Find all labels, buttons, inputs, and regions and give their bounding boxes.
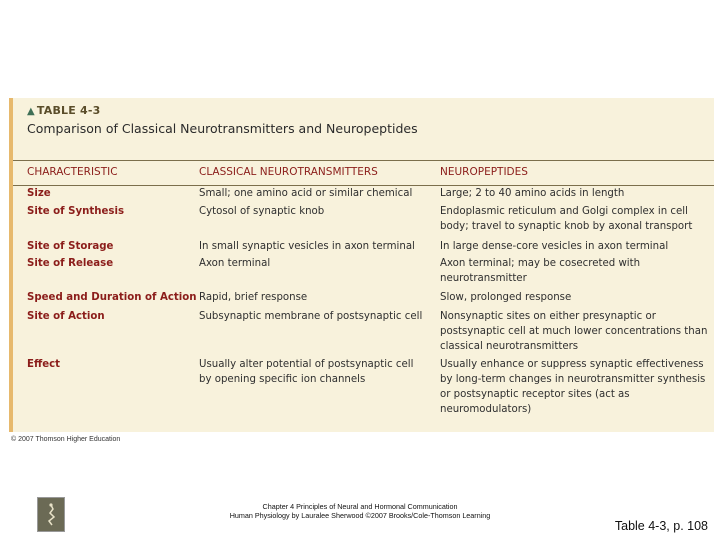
row-classical: Subsynaptic membrane of postsynaptic cell [199,311,423,322]
row-neuropeptides: Nonsynaptic sites on either presynaptic or postsynaptic cell at much lower concentrations than classical neurotransmitters [440,311,708,352]
row-characteristic: Effect [27,359,61,370]
table-row [13,239,714,256]
column-headers [13,160,714,186]
row-characteristic: Size [27,188,51,199]
slide-footer [200,502,520,520]
footer-chapter: Chapter 4 Principles of Neural and Hormonal Communication [262,502,458,511]
triangle-icon: ▲ [27,106,35,117]
page-reference: Table 4-3, p. 108 [614,519,708,533]
table-row [13,204,714,239]
figure-icon [41,502,61,528]
row-classical: Small; one amino acid or similar chemical [199,188,413,199]
row-neuropeptides: Endoplasmic reticulum and Golgi complex in cell body; travel to synaptic knob by axonal transport [440,206,693,232]
table-label: ▲ TABLE 4-3 [27,104,101,117]
row-neuropeptides: Usually enhance or suppress synaptic effectiveness by long-term changes in neurotransmitter synthesis or postsynaptic receptor sites (act as neuromodulators) [440,359,706,415]
row-characteristic: Site of Release [27,258,114,269]
row-classical: Usually alter potential of postsynaptic cell by opening specific ion channels [199,359,414,385]
row-neuropeptides: Axon terminal; may be cosecreted with neurotransmitter [440,258,641,284]
row-classical: In small synaptic vesicles in axon terminal [199,241,415,252]
table-header [27,104,418,136]
copyright-credit: © 2007 Thomson Higher Education [11,436,121,443]
row-classical: Rapid, brief response [199,292,308,303]
table-row [13,357,714,417]
row-neuropeptides: Large; 2 to 40 amino acids in length [440,188,625,199]
row-classical: Axon terminal [199,258,271,269]
row-classical: Cytosol of synaptic knob [199,206,325,217]
row-neuropeptides: In large dense-core vesicles in axon terminal [440,241,669,252]
table-row [13,256,714,290]
row-neuropeptides: Slow, prolonged response [440,292,572,303]
footer-book: Human Physiology by Lauralee Sherwood ©2007 Brooks/Cole-Thomson Learning [229,511,491,520]
row-characteristic: Site of Synthesis [27,206,125,217]
table-title: Comparison of Classical Neurotransmitters and Neuropeptides [27,121,418,136]
table-body [13,186,714,417]
table-panel [9,98,714,432]
column-header-classical: CLASSICAL NEUROTRANSMITTERS [199,166,378,178]
book-cover-logo [37,497,65,532]
table-row [13,290,714,309]
table-row [13,309,714,357]
row-characteristic: Speed and Duration of Action [27,292,197,303]
column-header-characteristic: CHARACTERISTIC [27,166,118,178]
row-characteristic: Site of Action [27,311,105,322]
row-characteristic: Site of Storage [27,241,114,252]
table-row [13,186,714,204]
column-header-neuropeptides: NEUROPEPTIDES [440,166,528,178]
